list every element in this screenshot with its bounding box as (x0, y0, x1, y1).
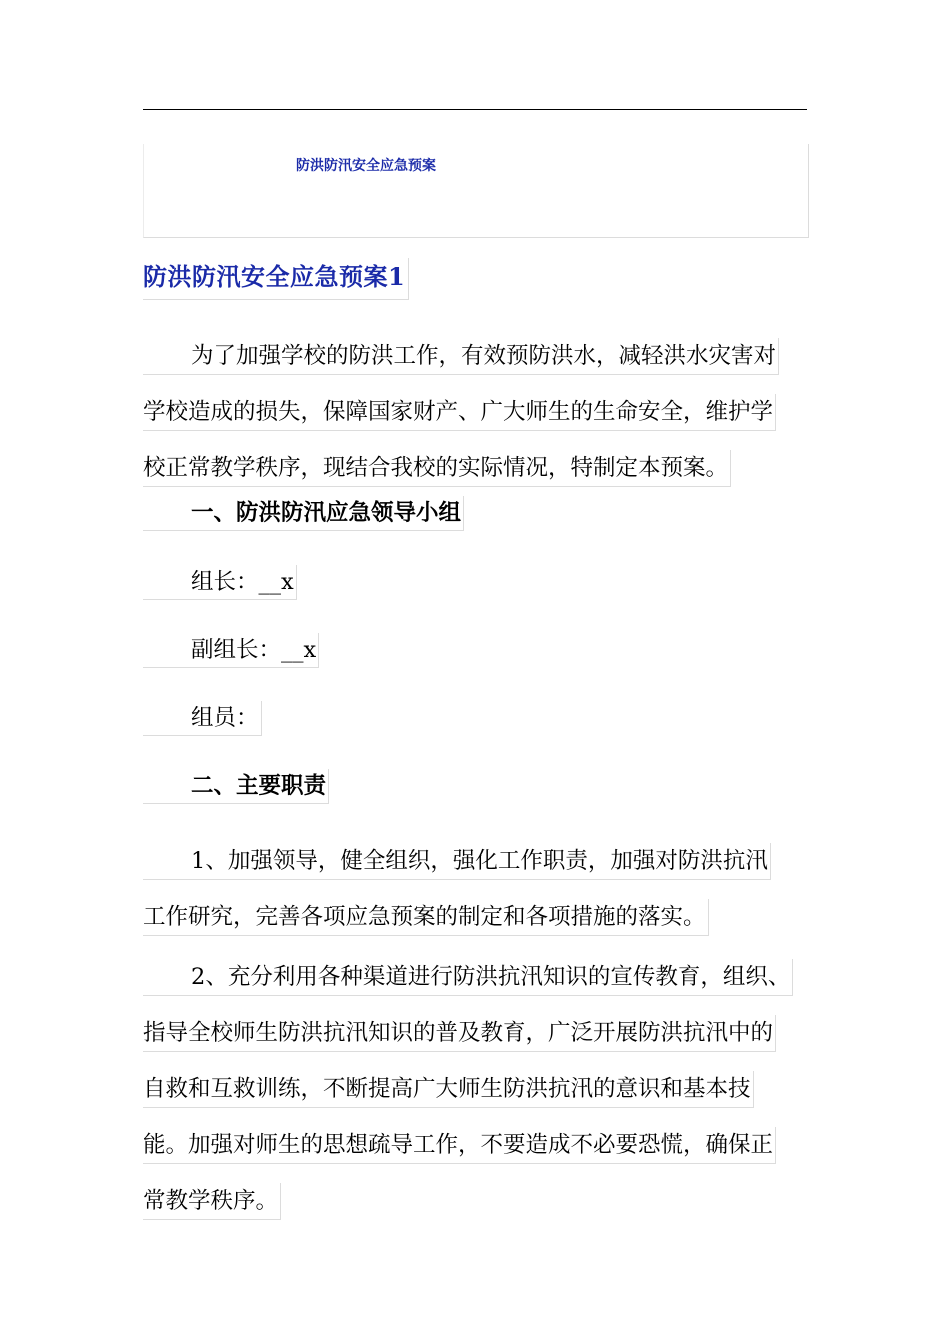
duty-item-1 (143, 837, 809, 949)
document-title: 防洪防汛安全应急预案1 (143, 258, 409, 300)
group-members: 组员： (143, 701, 262, 736)
section-heading-duties: 二、主要职责 (143, 769, 329, 804)
deputy-leader: 副组长：__x (143, 633, 319, 668)
header-title: 防洪防汛安全应急预案 (296, 158, 436, 174)
paragraph-line: 为了加强学校的防洪工作，有效预防洪水，减轻洪水灾害对 (143, 338, 779, 375)
paragraph-line: 自救和互救训练，不断提高广大师生防洪抗汛的意识和基本技 (143, 1071, 754, 1108)
paragraph-line: 学校造成的损失，保障国家财产、广大师生的生命安全，维护学 (143, 394, 776, 431)
paragraph-line: 1、加强领导，健全组织，强化工作职责，加强对防洪抗汛 (143, 843, 771, 880)
paragraph-line: 校正常教学秩序，现结合我校的实际情况，特制定本预案。 (143, 450, 731, 487)
group-leader: 组长：__x (143, 565, 297, 600)
paragraph-line: 工作研究，完善各项应急预案的制定和各项措施的落实。 (143, 899, 709, 936)
paragraph-line: 能。加强对师生的思想疏导工作，不要造成不必要恐慌，确保正 (143, 1127, 776, 1164)
duty-item-2 (143, 953, 809, 1233)
page-header (143, 144, 809, 238)
intro-paragraph (143, 332, 809, 500)
section-heading-leadership: 一、防洪防汛应急领导小组 (143, 496, 464, 531)
paragraph-line: 常教学秩序。 (143, 1183, 281, 1220)
header-rule (143, 109, 807, 110)
paragraph-line: 2、充分利用各种渠道进行防洪抗汛知识的宣传教育，组织、 (143, 959, 793, 996)
paragraph-line: 指导全校师生防洪抗汛知识的普及教育，广泛开展防洪抗汛中的 (143, 1015, 776, 1052)
